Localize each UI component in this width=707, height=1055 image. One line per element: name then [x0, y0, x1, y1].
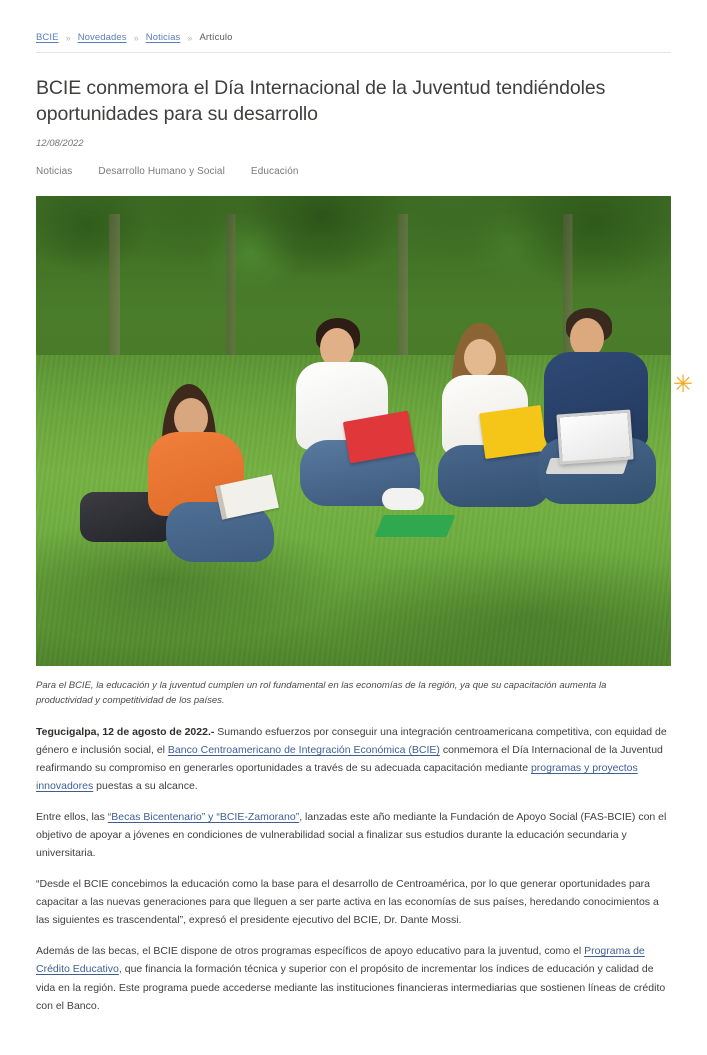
asterisk-decoration-icon: ✳ — [672, 369, 693, 398]
page-title: BCIE conmemora el Día Internacional de la Juventud tendiéndoles oportunidades para su desarrollo — [36, 77, 606, 126]
body-link[interactable]: “Becas Bicentenario” y “BCIE-Zamorano” — [107, 811, 300, 824]
breadcrumb-region — [0, 0, 707, 53]
body-paragraph — [36, 875, 671, 929]
body-text: Entre ellos, las — [36, 811, 108, 824]
body-link[interactable]: Programa de Crédito Educativo — [36, 945, 645, 976]
body-paragraph — [36, 942, 671, 1014]
tag-desarrollo-humano-y-social[interactable]: Desarrollo Humano y Social — [98, 165, 225, 177]
body-text: puestas a su alcance. — [93, 780, 198, 793]
breadcrumb-item-art-culo: Artículo — [199, 32, 233, 43]
body-text: , que financia la formación técnica y superior con el propósito de incrementar los índices de educación y calidad de vida en la región. Este programa puede accederse mediante las instituciones financieras intermediarias que sostienen líneas de crédito con el Banco. — [36, 963, 666, 1012]
body-paragraph — [36, 723, 671, 795]
body-text: “Desde el BCIE concebimos la educación como la base para el desarrollo de Centroamérica, por lo que generar oportunidades para capacitar a las nuevas generaciones para que lleguen a ser parte activa en las economías de sus países, heredando conocimientos a las siguientes es trascendental”, expresó el presidente ejecutivo del BCIE, Dr. Dante Mossi. — [36, 878, 659, 927]
body-text: Sumando esfuerzos por conseguir una integración centroamericana competitiva, con equidad de género e inclusión social, el — [36, 725, 667, 757]
body-link[interactable]: programas y proyectos innovadores — [36, 762, 638, 793]
student-figure-white-shirt — [290, 318, 430, 568]
breadcrumb-separator: » — [133, 32, 139, 43]
breadcrumb-item-noticias[interactable]: Noticias — [145, 32, 181, 43]
body-dateline: Tegucigalpa, 12 de agosto de 2022.- — [36, 725, 215, 738]
body-paragraph — [36, 808, 671, 862]
student-figure-orange — [144, 384, 274, 604]
body-text: conmemora el Día Internacional de la Juventud reafirmando su compromiso en generarles oportunidades a través de su adecuada capacitación mediante — [36, 744, 663, 775]
body-text: , lanzadas este año mediante la Fundación de Apoyo Social (FAS-BCIE) con el objetivo de apoyar a jóvenes en condiciones de vulnerabilidad social a finalizar sus estudios durante la educación secundaria y universitaria. — [36, 811, 667, 860]
body-text: Además de las becas, el BCIE dispone de otros programas específicos de apoyo educativo para la juventud, como el — [36, 945, 585, 958]
article-header — [0, 53, 707, 180]
tag-list — [36, 163, 671, 180]
breadcrumb-item-bcie[interactable]: BCIE — [36, 32, 59, 43]
student-figure-laptop — [544, 308, 671, 558]
breadcrumb-item-novedades[interactable]: Novedades — [77, 32, 127, 43]
body-link[interactable]: Banco Centroamericano de Integración Económica (BCIE) — [167, 744, 440, 757]
publish-date: 12/08/2022 — [36, 137, 84, 149]
breadcrumb-separator: » — [187, 32, 193, 43]
breadcrumb — [36, 32, 671, 53]
article-body — [0, 709, 707, 1055]
breadcrumb-separator: » — [65, 32, 71, 43]
article-hero-image — [36, 196, 671, 666]
hero-image-region — [0, 196, 707, 666]
tag-educación[interactable]: Educación — [250, 165, 299, 177]
image-caption: Para el BCIE, la educación y la juventud cumplen un rol fundamental en las economías de la región, ya que su capacitación aumenta la productividad y competitividad de los países. — [36, 679, 607, 707]
tag-noticias[interactable]: Noticias — [36, 165, 73, 177]
